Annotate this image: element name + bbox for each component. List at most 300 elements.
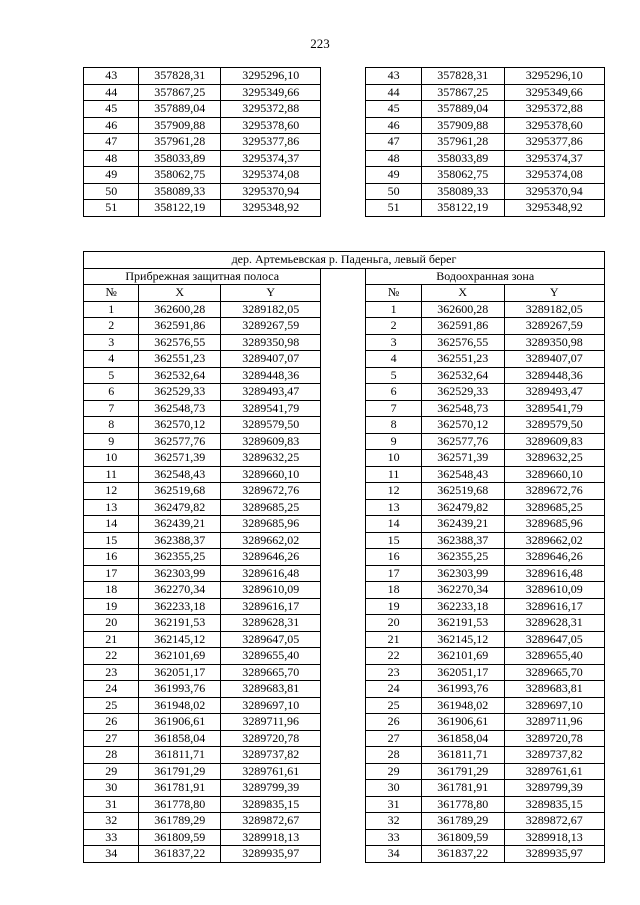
right-y-coordinate: 3295374,08 [504,167,604,184]
left-point-number: 6 [84,384,139,401]
table-row [84,167,605,184]
right-x-coordinate: 362439,21 [421,516,504,533]
left-point-number: 30 [84,780,139,797]
left-point-number: 33 [84,829,139,846]
right-point-number: 1 [366,301,421,318]
left-x-coordinate: 362591,86 [139,318,221,335]
right-x-coordinate: 362101,69 [421,648,504,665]
left-point-number: 16 [84,549,139,566]
right-point-number: 9 [366,433,421,450]
left-point-number: 50 [84,183,139,200]
right-x-coordinate: 361809,59 [421,829,504,846]
left-point-number: 13 [84,499,139,516]
left-point-number: 47 [84,134,139,151]
left-x-coordinate: 361993,76 [139,681,221,698]
left-y-coordinate: 3295348,92 [221,200,321,217]
caption-row [84,268,605,285]
table-row [84,318,605,335]
table-row [84,796,605,813]
left-y-coordinate: 3289609,83 [221,433,321,450]
right-y-coordinate: 3289350,98 [504,334,604,351]
column-gap [321,334,366,351]
left-x-coordinate: 361948,02 [139,697,221,714]
table-row [84,714,605,731]
right-y-coordinate: 3295374,37 [504,150,604,167]
left-x-coordinate: 362519,68 [139,483,221,500]
table-row [84,483,605,500]
left-y-coordinate: 3289799,39 [221,780,321,797]
table-row [84,780,605,797]
right-x-coordinate: 358062,75 [421,167,504,184]
left-point-number: 28 [84,747,139,764]
column-gap [321,117,366,134]
left-x-coordinate: 362548,43 [139,466,221,483]
left-x-coordinate: 361811,71 [139,747,221,764]
right-point-number: 6 [366,384,421,401]
right-x-coordinate: 362270,34 [421,582,504,599]
right-y-coordinate: 3289761,61 [504,763,604,780]
right-x-coordinate: 362591,86 [421,318,504,335]
left-y-coordinate: 3295349,66 [221,84,321,101]
right-x-coordinate: 357961,28 [421,134,504,151]
right-point-number: 18 [366,582,421,599]
right-y-coordinate: 3289711,96 [504,714,604,731]
left-y-coordinate: 3289647,05 [221,631,321,648]
left-point-number: 51 [84,200,139,217]
left-y-coordinate: 3289541,79 [221,400,321,417]
right-y-coordinate: 3289182,05 [504,301,604,318]
table-row [84,101,605,118]
left-x-coordinate: 361858,04 [139,730,221,747]
right-x-coordinate: 362577,76 [421,433,504,450]
column-gap [321,268,366,285]
right-point-number: 11 [366,466,421,483]
right-y-coordinate: 3289683,81 [504,681,604,698]
left-x-coordinate: 362529,33 [139,384,221,401]
right-point-number: 27 [366,730,421,747]
left-y-coordinate: 3295296,10 [221,68,321,85]
column-gap [321,483,366,500]
left-x-coordinate: 362576,55 [139,334,221,351]
left-x-coordinate: 358033,89 [139,150,221,167]
right-point-number: 31 [366,796,421,813]
table-row [84,664,605,681]
left-y-coordinate: 3289628,31 [221,615,321,632]
right-point-number: 47 [366,134,421,151]
left-y-coordinate: 3295378,60 [221,117,321,134]
left-point-number: 11 [84,466,139,483]
right-point-number: 46 [366,117,421,134]
column-gap [321,150,366,167]
left-x-coordinate: 358122,19 [139,200,221,217]
column-gap [321,167,366,184]
left-point-number: 31 [84,796,139,813]
right-x-coordinate: 362051,17 [421,664,504,681]
right-y-coordinate: 3289672,76 [504,483,604,500]
right-y-coordinate: 3289628,31 [504,615,604,632]
column-gap [321,681,366,698]
left-y-coordinate: 3289616,17 [221,598,321,615]
right-x-coordinate: 358122,19 [421,200,504,217]
table-row [84,763,605,780]
column-gap [321,747,366,764]
right-x-coordinate: 361948,02 [421,697,504,714]
left-y-coordinate: 3289448,36 [221,367,321,384]
table-row [84,648,605,665]
left-point-number: 27 [84,730,139,747]
right-x-coordinate: 362355,25 [421,549,504,566]
right-y-coordinate: 3289610,09 [504,582,604,599]
column-gap [321,417,366,434]
right-y-coordinate: 3289646,26 [504,549,604,566]
left-x-coordinate: 362191,53 [139,615,221,632]
right-y-coordinate: 3289918,13 [504,829,604,846]
column-gap [321,532,366,549]
left-y-coordinate: 3295370,94 [221,183,321,200]
left-x-coordinate: 357828,31 [139,68,221,85]
left-y-coordinate: 3289350,98 [221,334,321,351]
left-y-coordinate: 3289660,10 [221,466,321,483]
left-y-coordinate: 3289493,47 [221,384,321,401]
left-y-coordinate: 3289655,40 [221,648,321,665]
table-row [84,565,605,582]
left-x-coordinate: 362570,12 [139,417,221,434]
left-point-number: 26 [84,714,139,731]
column-gap [321,565,366,582]
right-point-number: 49 [366,167,421,184]
left-point-number: 20 [84,615,139,632]
table-row [84,615,605,632]
left-x-coordinate: 362571,39 [139,450,221,467]
right-y-coordinate: 3289632,25 [504,450,604,467]
column-gap [321,697,366,714]
left-x-coordinate: 361906,61 [139,714,221,731]
coordinates-table-top [83,67,605,217]
right-y-coordinate: 3295372,88 [504,101,604,118]
right-x-coordinate: 361837,22 [421,846,504,863]
left-point-number: 21 [84,631,139,648]
left-x-coordinate: 362145,12 [139,631,221,648]
left-y-coordinate: 3289579,50 [221,417,321,434]
right-point-number: 21 [366,631,421,648]
left-y-coordinate: 3289610,09 [221,582,321,599]
left-y-coordinate: 3295374,37 [221,150,321,167]
right-point-number: 50 [366,183,421,200]
left-point-number: 22 [84,648,139,665]
right-point-number: 5 [366,367,421,384]
column-gap [321,285,366,302]
column-gap [321,499,366,516]
table-row [84,417,605,434]
left-x-coordinate: 361791,29 [139,763,221,780]
left-y-coordinate: 3289872,67 [221,813,321,830]
table-row [84,134,605,151]
column-gap [321,763,366,780]
header-no-right: № [366,285,421,302]
right-x-coordinate: 362479,82 [421,499,504,516]
column-gap [321,384,366,401]
left-point-number: 7 [84,400,139,417]
column-gap [321,582,366,599]
table-row [84,400,605,417]
right-point-number: 51 [366,200,421,217]
column-gap [321,134,366,151]
right-y-coordinate: 3295349,66 [504,84,604,101]
right-y-coordinate: 3289616,48 [504,565,604,582]
left-y-coordinate: 3289672,76 [221,483,321,500]
left-y-coordinate: 3289697,10 [221,697,321,714]
left-y-coordinate: 3289267,59 [221,318,321,335]
header-y-right: Y [504,285,604,302]
column-gap [321,714,366,731]
right-x-coordinate: 361811,71 [421,747,504,764]
left-x-coordinate: 362577,76 [139,433,221,450]
right-x-coordinate: 362532,64 [421,367,504,384]
right-point-number: 25 [366,697,421,714]
right-y-coordinate: 3289799,39 [504,780,604,797]
table-row [84,829,605,846]
right-point-number: 28 [366,747,421,764]
left-point-number: 25 [84,697,139,714]
right-x-coordinate: 361858,04 [421,730,504,747]
right-x-coordinate: 362191,53 [421,615,504,632]
table-row [84,150,605,167]
left-y-coordinate: 3295372,88 [221,101,321,118]
right-y-coordinate: 3289660,10 [504,466,604,483]
table-row [84,466,605,483]
left-x-coordinate: 362303,99 [139,565,221,582]
table-row [84,433,605,450]
right-point-number: 8 [366,417,421,434]
right-x-coordinate: 362576,55 [421,334,504,351]
table-row [84,549,605,566]
right-y-coordinate: 3289665,70 [504,664,604,681]
column-gap [321,101,366,118]
right-x-coordinate: 362303,99 [421,565,504,582]
right-y-coordinate: 3289662,02 [504,532,604,549]
right-point-number: 17 [366,565,421,582]
column-gap [321,730,366,747]
left-point-number: 18 [84,582,139,599]
column-gap [321,200,366,217]
right-point-number: 26 [366,714,421,731]
column-gap [321,466,366,483]
left-x-coordinate: 361789,29 [139,813,221,830]
left-point-number: 1 [84,301,139,318]
right-x-coordinate: 362571,39 [421,450,504,467]
right-x-coordinate: 357889,04 [421,101,504,118]
left-x-coordinate: 361837,22 [139,846,221,863]
left-y-coordinate: 3289761,61 [221,763,321,780]
coordinates-table-main [83,251,605,863]
right-y-coordinate: 3289267,59 [504,318,604,335]
column-gap [321,813,366,830]
right-point-number: 13 [366,499,421,516]
left-x-coordinate: 357961,28 [139,134,221,151]
right-point-number: 45 [366,101,421,118]
right-point-number: 12 [366,483,421,500]
left-y-coordinate: 3289665,70 [221,664,321,681]
header-x-left: X [139,285,221,302]
left-x-coordinate: 357889,04 [139,101,221,118]
right-x-coordinate: 358089,33 [421,183,504,200]
right-x-coordinate: 358033,89 [421,150,504,167]
column-gap [321,84,366,101]
right-y-coordinate: 3295296,10 [504,68,604,85]
table-row [84,334,605,351]
left-y-coordinate: 3289632,25 [221,450,321,467]
right-y-coordinate: 3289835,15 [504,796,604,813]
right-point-number: 14 [366,516,421,533]
left-x-coordinate: 362600,28 [139,301,221,318]
table-row [84,582,605,599]
table-row [84,367,605,384]
right-x-coordinate: 361789,29 [421,813,504,830]
left-y-coordinate: 3289935,97 [221,846,321,863]
left-y-coordinate: 3289407,07 [221,351,321,368]
right-point-number: 43 [366,68,421,85]
right-y-coordinate: 3289448,36 [504,367,604,384]
left-x-coordinate: 361781,91 [139,780,221,797]
left-y-coordinate: 3289662,02 [221,532,321,549]
table-row [84,532,605,549]
left-x-coordinate: 362233,18 [139,598,221,615]
right-x-coordinate: 362529,33 [421,384,504,401]
right-y-coordinate: 3289720,78 [504,730,604,747]
right-point-number: 15 [366,532,421,549]
table-row [84,183,605,200]
left-y-coordinate: 3289646,26 [221,549,321,566]
left-x-coordinate: 361778,80 [139,796,221,813]
right-point-number: 19 [366,598,421,615]
table-row [84,598,605,615]
right-x-coordinate: 361791,29 [421,763,504,780]
right-x-coordinate: 362551,23 [421,351,504,368]
right-x-coordinate: 362548,73 [421,400,504,417]
column-gap [321,615,366,632]
left-x-coordinate: 358089,33 [139,183,221,200]
right-point-number: 33 [366,829,421,846]
left-x-coordinate: 362355,25 [139,549,221,566]
right-y-coordinate: 3289407,07 [504,351,604,368]
section-title-row [84,252,605,269]
column-gap [321,450,366,467]
column-gap [321,301,366,318]
right-point-number: 22 [366,648,421,665]
left-y-coordinate: 3289835,15 [221,796,321,813]
right-y-coordinate: 3295377,86 [504,134,604,151]
right-x-coordinate: 357909,88 [421,117,504,134]
right-point-number: 23 [366,664,421,681]
column-gap [321,400,366,417]
left-point-number: 17 [84,565,139,582]
right-x-coordinate: 362145,12 [421,631,504,648]
table-row [84,813,605,830]
column-gap [321,367,366,384]
table-row [84,384,605,401]
right-y-coordinate: 3289647,05 [504,631,604,648]
header-y-left: Y [221,285,321,302]
left-x-coordinate: 362051,17 [139,664,221,681]
table-row [84,84,605,101]
right-y-coordinate: 3289616,17 [504,598,604,615]
left-point-number: 45 [84,101,139,118]
table-row [84,846,605,863]
right-point-number: 2 [366,318,421,335]
left-y-coordinate: 3289918,13 [221,829,321,846]
right-y-coordinate: 3289493,47 [504,384,604,401]
table-row [84,117,605,134]
right-y-coordinate: 3289697,10 [504,697,604,714]
left-y-coordinate: 3289685,25 [221,499,321,516]
right-x-coordinate: 361906,61 [421,714,504,731]
left-point-number: 14 [84,516,139,533]
table-row [84,730,605,747]
column-gap [321,68,366,85]
left-x-coordinate: 361809,59 [139,829,221,846]
right-point-number: 48 [366,150,421,167]
header-no-left: № [84,285,139,302]
left-point-number: 34 [84,846,139,863]
right-y-coordinate: 3289609,83 [504,433,604,450]
right-x-coordinate: 362570,12 [421,417,504,434]
left-y-coordinate: 3289182,05 [221,301,321,318]
right-point-number: 10 [366,450,421,467]
right-x-coordinate: 362233,18 [421,598,504,615]
right-y-coordinate: 3289872,67 [504,813,604,830]
left-x-coordinate: 358062,75 [139,167,221,184]
right-point-number: 30 [366,780,421,797]
left-y-coordinate: 3289616,48 [221,565,321,582]
left-point-number: 19 [84,598,139,615]
header-row [84,285,605,302]
column-gap [321,829,366,846]
header-x-right: X [421,285,504,302]
left-x-coordinate: 362270,34 [139,582,221,599]
table-row [84,450,605,467]
right-point-number: 16 [366,549,421,566]
column-gap [321,664,366,681]
left-x-coordinate: 362548,73 [139,400,221,417]
left-point-number: 43 [84,68,139,85]
right-x-coordinate: 361778,80 [421,796,504,813]
left-point-number: 49 [84,167,139,184]
column-gap [321,183,366,200]
left-point-number: 29 [84,763,139,780]
right-x-coordinate: 361781,91 [421,780,504,797]
table-row [84,631,605,648]
right-point-number: 29 [366,763,421,780]
left-point-number: 44 [84,84,139,101]
column-gap [321,796,366,813]
column-gap [321,549,366,566]
left-point-number: 23 [84,664,139,681]
left-y-coordinate: 3295377,86 [221,134,321,151]
left-x-coordinate: 357909,88 [139,117,221,134]
right-point-number: 34 [366,846,421,863]
table-row [84,68,605,85]
right-x-coordinate: 362388,37 [421,532,504,549]
right-x-coordinate: 361993,76 [421,681,504,698]
left-x-coordinate: 362388,37 [139,532,221,549]
right-point-number: 20 [366,615,421,632]
right-point-number: 32 [366,813,421,830]
right-point-number: 24 [366,681,421,698]
right-x-coordinate: 362600,28 [421,301,504,318]
left-point-number: 10 [84,450,139,467]
right-y-coordinate: 3295370,94 [504,183,604,200]
table-row [84,697,605,714]
